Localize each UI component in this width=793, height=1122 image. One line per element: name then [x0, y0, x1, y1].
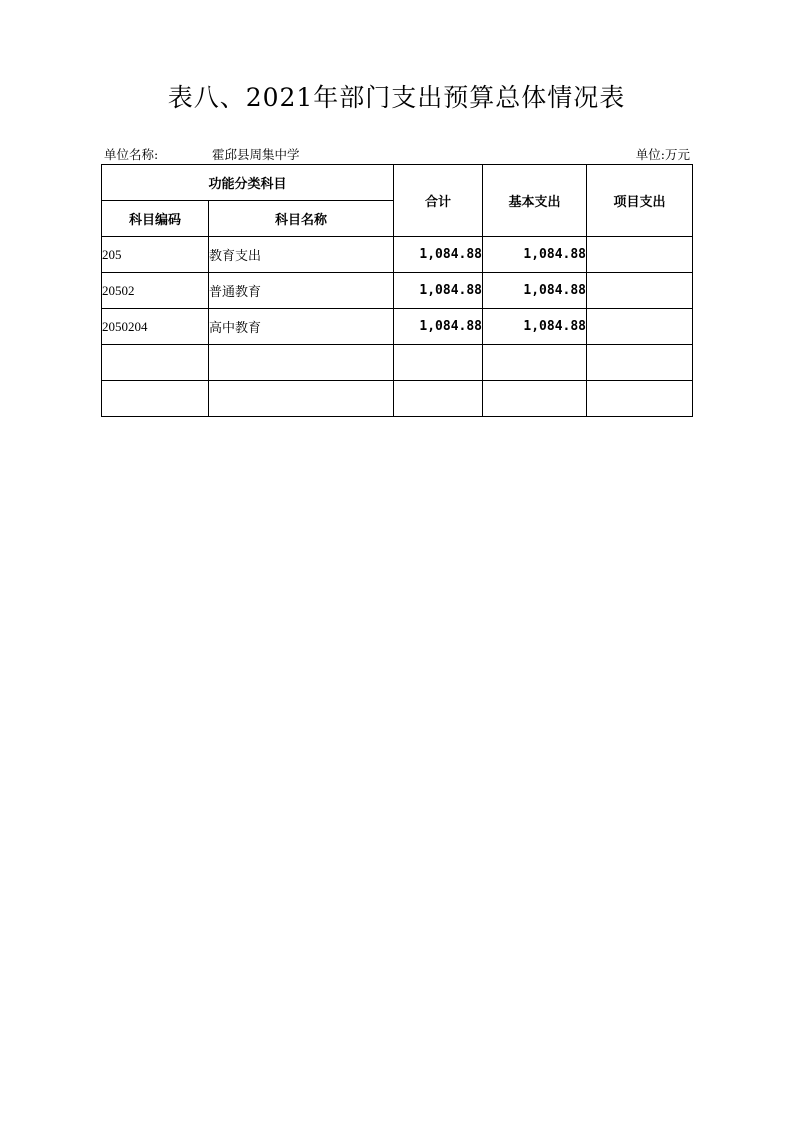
header-row-1 — [102, 165, 693, 201]
header-subject-code: 科目编码 — [102, 201, 209, 237]
header-functional-category: 功能分类科目 — [102, 165, 394, 201]
header-total: 合计 — [394, 165, 483, 237]
cell-total: 1,084.88 — [394, 237, 483, 273]
cell-subject-code: 2050204 — [102, 309, 209, 345]
cell-subject-name — [209, 381, 394, 417]
cell-subject-name: 高中教育 — [209, 309, 394, 345]
cell-basic-expenditure — [483, 345, 587, 381]
table-row — [102, 345, 693, 381]
cell-subject-code — [102, 345, 209, 381]
cell-subject-code — [102, 381, 209, 417]
unit-name-label: 单位名称: — [104, 147, 159, 162]
cell-subject-name: 普通教育 — [209, 273, 394, 309]
organization-name: 霍邱县周集中学 — [212, 147, 300, 162]
table-row — [102, 381, 693, 417]
cell-basic-expenditure — [483, 381, 587, 417]
cell-basic-expenditure: 1,084.88 — [483, 309, 587, 345]
cell-project-expenditure — [587, 309, 693, 345]
table-row — [102, 273, 693, 309]
cell-total — [394, 345, 483, 381]
header-basic-expenditure: 基本支出 — [483, 165, 587, 237]
cell-total: 1,084.88 — [394, 273, 483, 309]
cell-total: 1,084.88 — [394, 309, 483, 345]
cell-subject-code: 205 — [102, 237, 209, 273]
header-subject-name: 科目名称 — [209, 201, 394, 237]
table-row — [102, 309, 693, 345]
cell-project-expenditure — [587, 381, 693, 417]
page-title: 表八、2021年部门支出预算总体情况表 — [167, 83, 626, 112]
table-row — [102, 237, 693, 273]
cell-basic-expenditure: 1,084.88 — [483, 237, 587, 273]
budget-table — [101, 164, 693, 417]
currency-unit: 单位:万元 — [635, 147, 690, 162]
cell-project-expenditure — [587, 237, 693, 273]
cell-project-expenditure — [587, 273, 693, 309]
cell-subject-name: 教育支出 — [209, 237, 394, 273]
cell-project-expenditure — [587, 345, 693, 381]
cell-subject-code: 20502 — [102, 273, 209, 309]
cell-subject-name — [209, 345, 394, 381]
cell-total — [394, 381, 483, 417]
unit-info-line — [104, 145, 690, 163]
cell-basic-expenditure: 1,084.88 — [483, 273, 587, 309]
header-project-expenditure: 项目支出 — [587, 165, 693, 237]
